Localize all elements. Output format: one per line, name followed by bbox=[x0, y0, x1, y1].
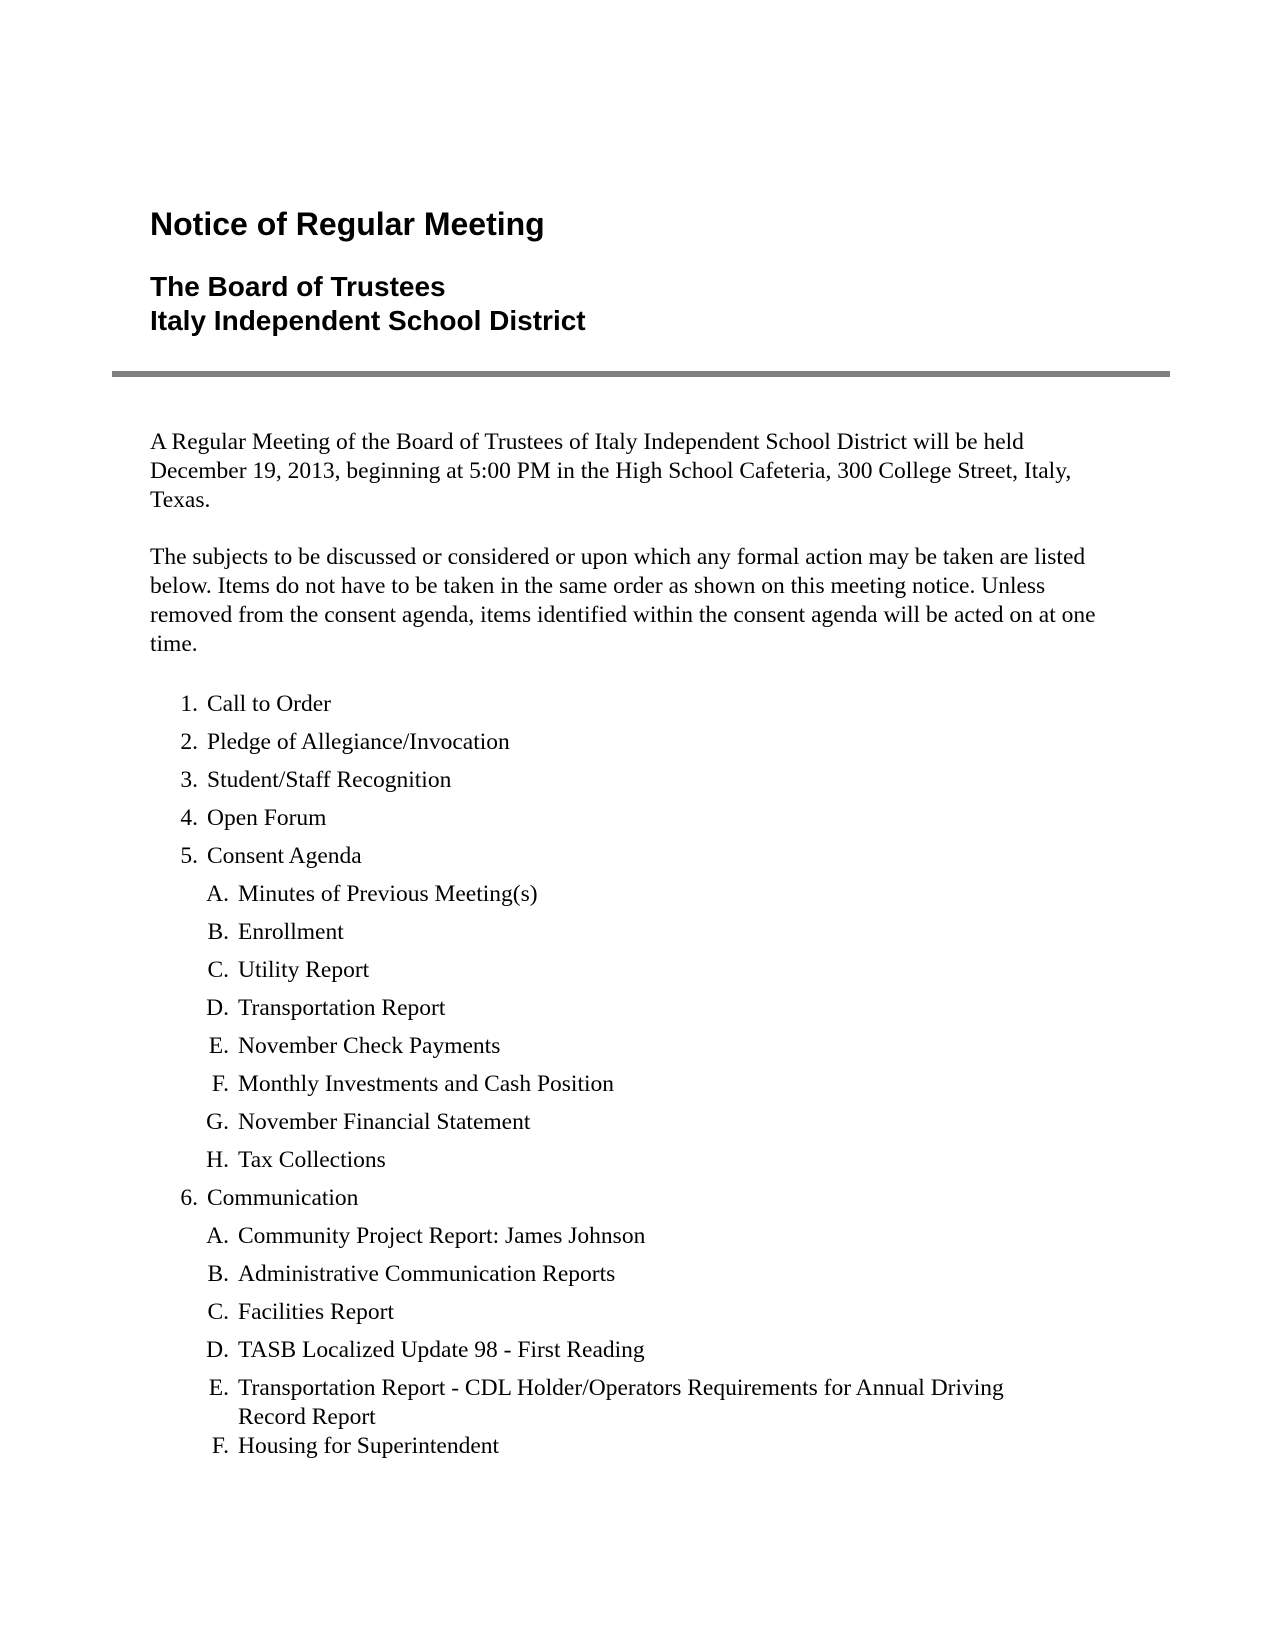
agenda-item-consent bbox=[150, 842, 1110, 1184]
agenda-subitem bbox=[150, 880, 1110, 918]
agenda-subitem-letter: D. bbox=[206, 995, 229, 1021]
organization-heading bbox=[150, 270, 586, 338]
agenda-subitem-letter: E. bbox=[208, 1033, 229, 1059]
agenda-subitem-letter: F. bbox=[211, 1071, 229, 1097]
agenda-subitem-letter: E. bbox=[208, 1375, 229, 1401]
agenda-subitem-letter: F. bbox=[211, 1433, 229, 1459]
agenda-subitem-label: Community Project Report: James Johnson bbox=[238, 1223, 646, 1249]
agenda-subitem-label: Housing for Superintendent bbox=[238, 1433, 500, 1459]
agenda-subitem-letter: C. bbox=[207, 957, 229, 983]
agenda-item-number: 3. bbox=[180, 767, 198, 793]
agenda-subitem-label: TASB Localized Update 98 - First Reading bbox=[238, 1337, 645, 1363]
agenda-subitem bbox=[150, 1032, 1110, 1070]
agenda-subitem bbox=[150, 994, 1110, 1032]
agenda-subitem-letter: C. bbox=[207, 1299, 229, 1325]
agenda-subitem bbox=[150, 1374, 1110, 1432]
agenda-subitem-label: Transportation Report bbox=[238, 995, 446, 1021]
agenda-subitem-label: Facilities Report bbox=[238, 1299, 394, 1325]
agenda-subitem-label: Enrollment bbox=[238, 919, 344, 945]
agenda-subitem bbox=[150, 918, 1110, 956]
agenda-subitem-letter: H. bbox=[206, 1147, 229, 1173]
agenda-item bbox=[150, 728, 1110, 766]
agenda-subitem-label: Monthly Investments and Cash Position bbox=[238, 1071, 614, 1097]
header-divider bbox=[112, 371, 1170, 377]
agenda-subitem-letter: G. bbox=[206, 1109, 229, 1135]
agenda-item-label: Consent Agenda bbox=[207, 843, 362, 869]
page-title: Notice of Regular Meeting bbox=[150, 206, 545, 242]
agenda-item-label: Open Forum bbox=[207, 805, 327, 831]
agenda-list bbox=[150, 690, 1110, 1470]
agenda-item-label: Call to Order bbox=[207, 691, 331, 717]
agenda-intro-paragraph: The subjects to be discussed or considered or upon which any formal action may be taken are listed below. Items do not have to be taken in the same order as shown on this meeting notice. Unless removed from the consent agenda, items identified within the consent agenda will be acted on at one time. bbox=[150, 544, 1096, 657]
agenda-subitem-label: Minutes of Previous Meeting(s) bbox=[238, 881, 538, 907]
organization-board: The Board of Trustees bbox=[150, 271, 446, 302]
agenda-subitem bbox=[150, 1298, 1110, 1336]
agenda-item-number: 5. bbox=[180, 843, 198, 869]
agenda-item-number: 2. bbox=[180, 729, 198, 755]
agenda-subitem-label: November Check Payments bbox=[238, 1033, 501, 1059]
agenda-subitem bbox=[150, 956, 1110, 994]
agenda-subitem-letter: A. bbox=[206, 881, 229, 907]
agenda-subitem-letter: B. bbox=[207, 1261, 229, 1287]
agenda-item-number: 1. bbox=[180, 691, 198, 717]
agenda-subitem bbox=[150, 1070, 1110, 1108]
agenda-item-label: Pledge of Allegiance/Invocation bbox=[207, 729, 510, 755]
agenda-subitem bbox=[150, 1432, 1110, 1470]
agenda-subitem bbox=[150, 1108, 1110, 1146]
agenda-item-number: 6. bbox=[180, 1185, 198, 1211]
communication-sublist bbox=[150, 1222, 1110, 1470]
agenda-subitem bbox=[150, 1336, 1110, 1374]
agenda-subitem-letter: D. bbox=[206, 1337, 229, 1363]
agenda-subitem-label: Transportation Report - CDL Holder/Operators Requirements for Annual Driving Record Report bbox=[238, 1375, 1004, 1430]
agenda-item-communication bbox=[150, 1184, 1110, 1470]
agenda-subitem bbox=[150, 1260, 1110, 1298]
organization-district: Italy Independent School District bbox=[150, 305, 586, 336]
agenda-subitem bbox=[150, 1146, 1110, 1184]
meeting-details-paragraph: A Regular Meeting of the Board of Trustees of Italy Independent School District will be held December 19, 2013, beginning at 5:00 PM in the High School Cafeteria, 300 College Street, Italy, Texas. bbox=[150, 429, 1072, 513]
agenda-subitem-label: November Financial Statement bbox=[238, 1109, 531, 1135]
agenda-subitem-label: Utility Report bbox=[238, 957, 370, 983]
agenda-item-label: Student/Staff Recognition bbox=[207, 767, 452, 793]
agenda-item bbox=[150, 804, 1110, 842]
agenda-item-number: 4. bbox=[180, 805, 198, 831]
agenda-subitem-letter: B. bbox=[207, 919, 229, 945]
agenda-item bbox=[150, 690, 1110, 728]
agenda-subitem-label: Tax Collections bbox=[238, 1147, 386, 1173]
agenda-item-label: Communication bbox=[207, 1185, 359, 1211]
agenda-subitem bbox=[150, 1222, 1110, 1260]
agenda-item bbox=[150, 766, 1110, 804]
consent-agenda-sublist bbox=[150, 880, 1110, 1184]
agenda-subitem-letter: A. bbox=[206, 1223, 229, 1249]
agenda-subitem-label: Administrative Communication Reports bbox=[238, 1261, 616, 1287]
